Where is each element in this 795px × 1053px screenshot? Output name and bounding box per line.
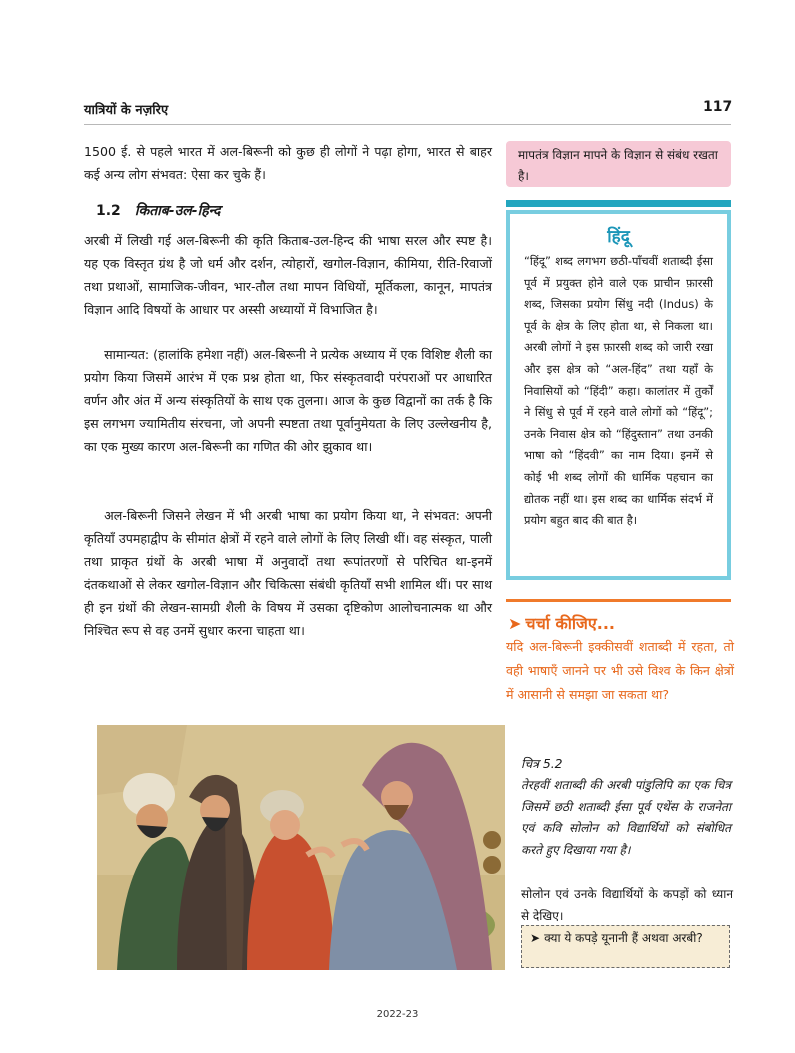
running-title: यात्रियों के नज़रिए — [84, 103, 169, 118]
page-number: 117 — [703, 99, 733, 115]
body-paragraph: अल-बिरूनी जिसने लेखन में भी अरबी भाषा का प्रयोग किया था, ने संभवत: अपनी कृतियाँ उपमहाद्वीप के सीमांत क्षेत्रों में रहने वाले लोगों के लिए लिखी थीं। वह संस्कृत, पाली तथा प्राकृत ग्रंथों के अरबी भाषा में अनुवादों तथा रूपांतरणों से परिचित था-इनमें दंतकथाओं से लेकर खगोल-विज्ञान और चिकित्सा संबंधी कृतियाँ सभी शामिल थीं। पर साथ ही इन ग्रंथों की लेखन-सामग्री शैली के विषय में उसका दृष्टिकोण आलोचनात्मक था और निश्चित रूप से वह उनमें सुधार करना चाहता था। — [84, 508, 492, 638]
discuss-rule — [506, 599, 731, 602]
info-box-text: “हिंदू” शब्द लगभग छठी-पाँचवीं शताब्दी ईसा पूर्व में प्रयुक्त होने वाले एक प्राचीन फ़ारसी शब्द, जिसका प्रयोग सिंधु नदी (Indus) के पूर्व के क्षेत्र के लिए होता था, से निकला था। अरबी लोगों ने इस फ़ारसी शब्द को जारी रखा और इस क्षेत्र को “अल-हिंद” तथा यहाँ के निवासियों को “हिंदी” कहा। कालांतर में तुर्कों ने सिंधु से पूर्व में रहने वाले लोगों को “हिंदू”; उनके निवास क्षेत्र को “हिंदुस्तान” तथा उनकी भाषा को “हिंदवी” का नाम दिया। इनमें से कोई भी शब्द लोगों की धार्मिक पहचान का द्योतक नहीं था। इस शब्द का धार्मिक संदर्भ में प्रयोग बहुत बाद की बात है। — [524, 254, 713, 528]
painting-image — [97, 725, 505, 970]
figure-note: सोलोन एवं उनके विद्यार्थियों के कपड़ों को ध्यान से देखिए। — [521, 887, 733, 923]
body-paragraph: सामान्यत: (हालांकि हमेशा नहीं) अल-बिरूनी ने प्रत्येक अध्याय में एक विशिष्ट शैली का प्रयोग किया जिसमें आरंभ में एक प्रश्न होता था, फिर संस्कृतवादी परंपराओं पर आधारित वर्णन और अंत में अन्य संस्कृतियों के साथ एक तुलना। आज के कुछ विद्वानों का तर्क है कि इस लगभग ज्यामितीय संरचना, जो अपनी स्पष्टता तथा पूर्वानुमेयता के लिए उल्लेखनीय है, का एक मुख्य कारण अल-बिरूनी का गणित की ओर झुकाव था। — [84, 347, 492, 454]
box-top-strip — [506, 200, 731, 207]
arrow-right-icon: ➤ — [530, 931, 541, 945]
info-box-title: हिंदू — [607, 227, 630, 247]
glossary-note: मापतंत्र विज्ञान मापने के विज्ञान से संबंध रखता है। — [506, 141, 731, 187]
discuss-title: चर्चा कीजिए... — [525, 614, 615, 633]
section-number: 1.2 — [96, 203, 121, 219]
intro-paragraph: 1500 ई. से पहले भारत में अल-बिरूनी को कुछ ही लोगों ने पढ़ा होगा, भारत से बाहर कई अन्य लोग संभवत: ऐसा कर चुके हैं। — [84, 144, 492, 182]
footer-year: 2022-23 — [376, 1009, 419, 1020]
figure-label: चित्र 5.2 — [521, 756, 563, 771]
body-paragraph: अरबी में लिखी गई अल-बिरूनी की कृति किताब-उल-हिन्द की भाषा सरल और स्पष्ट है। यह एक विस्तृत ग्रंथ है जो धर्म और दर्शन, त्योहारों, खगोल-विज्ञान, कीमिया, रीति-रिवाजों तथा प्रथाओं, सामाजिक-जीवन, भार-तौल तथा मापन विधियों, मूर्तिकला, कानून, मापतंत्र विज्ञान आदि विषयों के आधार पर अस्सी अध्यायों में विभाजित है। — [84, 233, 492, 317]
manuscript-painting — [97, 725, 505, 970]
header-rule — [84, 124, 731, 125]
discuss-heading — [508, 612, 615, 634]
question-text: क्या ये कपड़े यूनानी हैं अथवा अरबी? — [544, 931, 703, 945]
discuss-question: यदि अल-बिरूनी इक्कीसवीं शताब्दी में रहता, तो वही भाषाएँ जानने पर भी उसे विश्व के किन क्षेत्रों में आसानी से समझा जा सकता था? — [506, 639, 734, 702]
section-title: किताब-उल-हिन्द — [134, 203, 221, 219]
arrow-right-icon: ➤ — [508, 614, 522, 633]
figure-caption: तेरहवीं शताब्दी की अरबी पांडुलिपि का एक चित्र जिसमें छठी शताब्दी ईसा पूर्व एथेंस के राजनेता एवं कवि सोलोन को विद्यार्थियों को संबोधित करते हुए दिखाया गया है। — [521, 778, 731, 858]
question-box — [521, 925, 730, 968]
section-heading — [96, 201, 220, 220]
info-box — [506, 210, 731, 580]
